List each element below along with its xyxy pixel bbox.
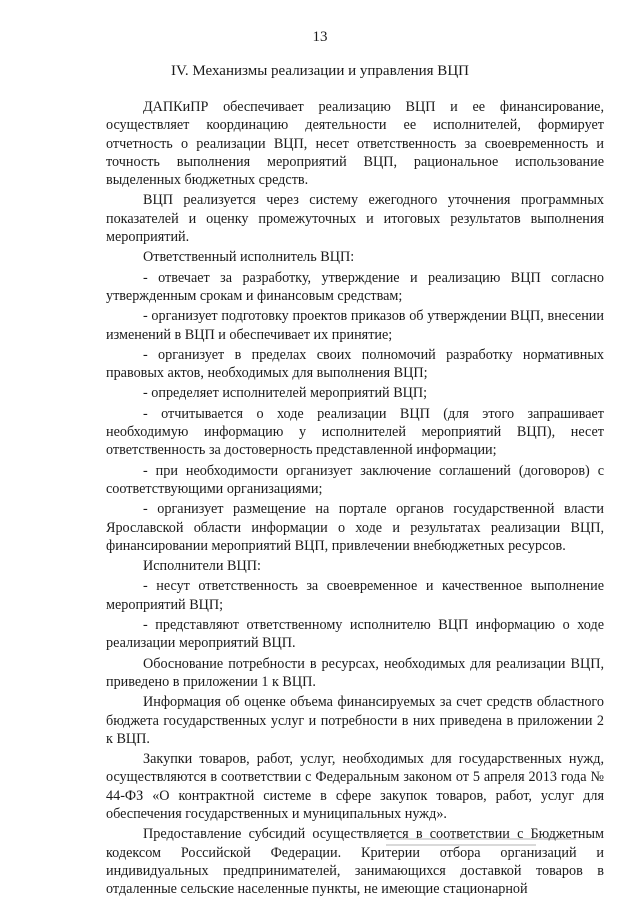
- section-heading: IV. Механизмы реализации и управления ВЦП: [171, 63, 469, 79]
- list-item: - организует размещение на портале органов государственной власти Ярославской области информации о ходе и результатах реализации ВЦП, финансировании мероприятий ВЦП, привлечении внебюджетных ресурсов.: [106, 501, 604, 554]
- list-item: - несут ответственность за своевременное и качественное выполнение мероприятий ВЦП;: [106, 578, 604, 613]
- page-number: 13: [312, 29, 328, 45]
- list-item: - организует в пределах своих полномочий разработку нормативных правовых актов, необходимых для выполнения ВЦП;: [106, 346, 604, 382]
- paragraph: Исполнители ВЦП:: [143, 558, 261, 575]
- paragraph: Закупки товаров, работ, услуг, необходимых для государственных нужд, осуществляются в соответствии с Федеральным законом от 5 апреля 2013 года № 44-ФЗ «О контрактной системе в сфере закупок товаров, работ, услуг для обеспечения государственных и муниципальных нужд».: [106, 751, 604, 822]
- faint-scan-mark: [386, 838, 586, 858]
- list-item: - отвечает за разработку, утверждение и реализацию ВЦП согласно утвержденным срокам и финансовым средствам;: [106, 269, 604, 304]
- paragraph: Предоставление субсидий осуществляется в соответствии с Бюджетным кодексом Российской Федерации. Критерии отбора организаций и индивидуальных предпринимателей, занимающихся доставкой товаров в отдаленные сельские населенные пункты, не имеющие стационарной: [106, 826, 604, 898]
- list-item: - определяет исполнителей мероприятий ВЦП;: [143, 385, 428, 402]
- paragraph: ДАПКиПР обеспечивает реализацию ВЦП и ее финансирование, осуществляет координацию деятельности ее исполнителей, формирует отчетность о реализации ВЦП, несет ответственность за своевременность и точность выполнения мероприятий ВЦП, рациональное использование выделенных бюджетных средств.: [106, 99, 604, 189]
- list-item: - представляют ответственному исполнителю ВЦП информацию о ходе реализации мероприятий ВЦП.: [106, 617, 604, 652]
- paragraph: Обоснование потребности в ресурсах, необходимых для реализации ВЦП, приведено в приложении 1 к ВЦП.: [106, 655, 604, 690]
- list-item: - при необходимости организует заключение соглашений (договоров) с соответствующими организациями;: [106, 462, 604, 497]
- body-text: [106, 98, 604, 898]
- paragraph: Ответственный исполнитель ВЦП:: [143, 249, 355, 266]
- paragraph: ВЦП реализуется через систему ежегодного уточнения программных показателей и оценку промежуточных и итоговых результатов выполнения мероприятий.: [106, 192, 604, 246]
- list-item: - организует подготовку проектов приказов об утверждении ВЦП, внесении изменений в ВЦП и обеспечивает их принятие;: [106, 308, 604, 343]
- list-item: - отчитывается о ходе реализации ВЦП (для этого запрашивает необходимую информацию у исполнителей мероприятий ВЦП), несет ответственность за достоверность представленной информации;: [106, 405, 604, 459]
- paragraph: Информация об оценке объема финансируемых за счет средств областного бюджета государственных услуг и потребности в них приведена в приложении 2 к ВЦП.: [106, 694, 604, 747]
